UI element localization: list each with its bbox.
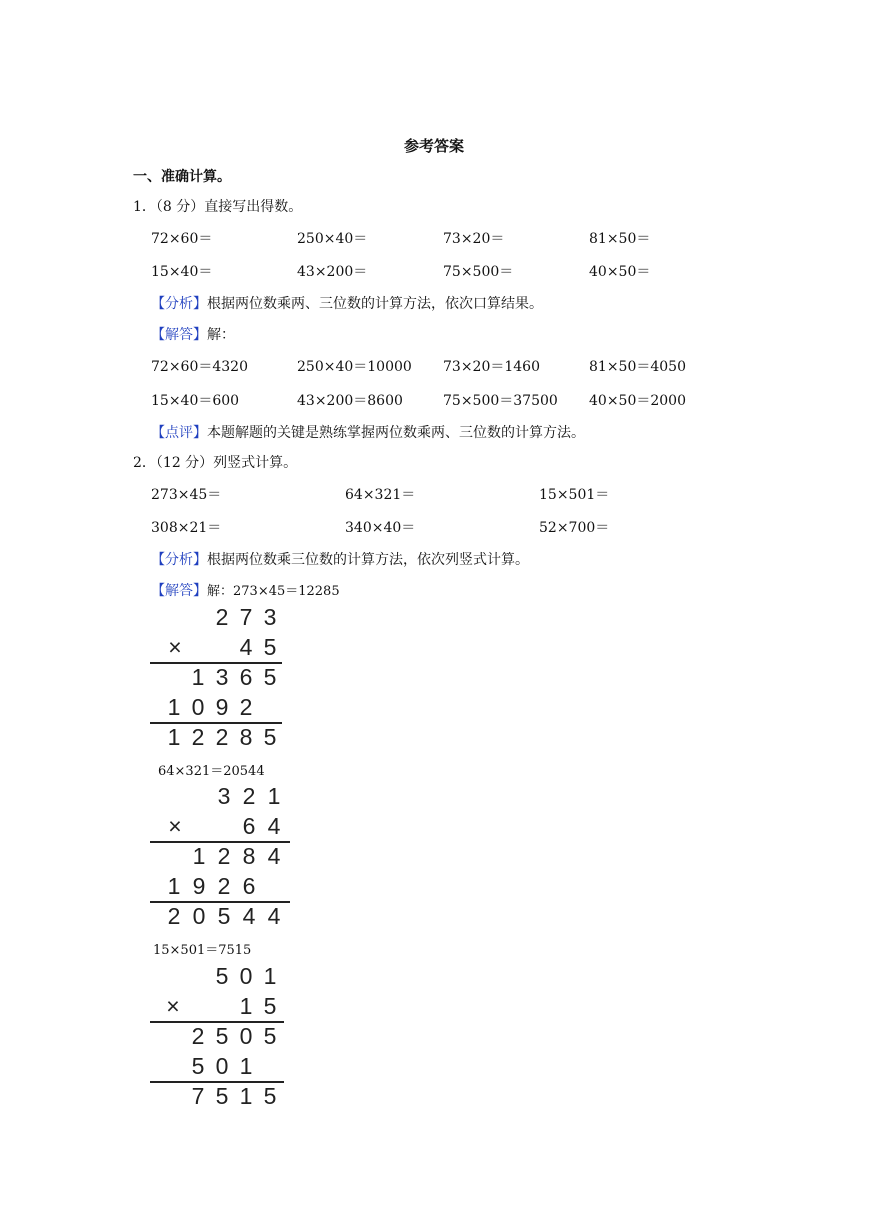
digit: 9 [215,694,229,720]
analysis-tag: 【分析】 [151,296,207,312]
digit: 5 [215,1083,229,1109]
q2-problem: 308×21＝ [151,520,222,536]
answer-text: 解：273×45＝12285 [207,584,340,599]
q1-answer-item: 15×40＝600 [151,393,240,409]
q1-answer-item: 73×20＝1460 [443,359,540,375]
equation-label: 64×321＝20544 [158,764,265,779]
analysis-text: 根据两位数乘三位数的计算方法，依次列竖式计算。 [207,552,529,568]
digit: 1 [192,843,206,869]
digit: 1 [167,694,181,720]
digit: 9 [192,873,206,899]
q1-answer-item: 250×40＝10000 [297,359,412,375]
answer-tag: 【解答】 [151,583,207,599]
q1-analysis [151,293,543,313]
q1-answer-item: 40×50＝2000 [589,393,686,409]
equation-label: 15×501＝7515 [153,943,252,958]
digit: 1 [191,664,205,690]
digit: 8 [239,724,253,750]
answer-text: 解： [207,327,235,343]
digit: 1 [267,783,281,809]
q2-analysis [151,549,529,569]
digit: 1 [167,873,181,899]
digit: 5 [263,724,277,750]
digit: 5 [263,1083,277,1109]
digit: 5 [215,963,229,989]
digit: 0 [239,963,253,989]
q1-problem: 250×40＝ [297,231,368,247]
digit: 3 [215,664,229,690]
comment-text: 本题解题的关键是熟练掌握两位数乘两、三位数的计算方法。 [207,425,585,441]
times-sign: × [166,993,180,1019]
digit: 5 [217,903,231,929]
digit: 4 [267,903,281,929]
digit: 2 [215,724,229,750]
digit: 0 [191,694,205,720]
digit: 7 [239,604,253,630]
digit: 7 [191,1083,205,1109]
digit: 0 [192,903,206,929]
digit: 2 [215,604,229,630]
vertical-multiplication [150,604,285,756]
times-sign: × [168,634,182,660]
times-sign: × [168,813,182,839]
digit: 5 [191,1053,205,1079]
q2-answer [151,580,340,600]
digit: 1 [239,1053,253,1079]
q1-answer-item: 81×50＝4050 [589,359,686,375]
digit: 0 [239,1023,253,1049]
q1-problem: 43×200＝ [297,264,368,280]
q1-problem: 40×50＝ [589,264,651,280]
digit: 2 [217,873,231,899]
q1-answer-item: 72×60＝4320 [151,359,248,375]
digit: 5 [263,993,277,1019]
question-2-heading: 2．（12 分）列竖式计算。 [133,455,298,471]
digit: 2 [191,1023,205,1049]
q2-problem: 340×40＝ [345,520,416,536]
q1-answer-item: 43×200＝8600 [297,393,403,409]
digit: 2 [242,783,256,809]
q1-problem: 72×60＝ [151,231,213,247]
comment-tag: 【点评】 [151,425,207,441]
digit: 3 [263,604,277,630]
digit: 5 [263,634,277,660]
digit: 3 [217,783,231,809]
digit: 6 [242,873,256,899]
q2-problem: 273×45＝ [151,487,222,503]
answer-tag: 【解答】 [151,327,207,343]
q2-problem: 64×321＝ [345,487,416,503]
digit: 6 [242,813,256,839]
q1-comment [151,422,585,442]
digit: 4 [267,813,281,839]
digit: 0 [215,1053,229,1079]
digit: 2 [239,694,253,720]
digit: 4 [242,903,256,929]
digit: 5 [263,664,277,690]
q1-problem: 81×50＝ [589,231,651,247]
digit: 4 [267,843,281,869]
digit: 1 [239,993,253,1019]
q1-answer-item: 75×500＝37500 [443,393,558,409]
digit: 1 [167,724,181,750]
digit: 5 [215,1023,229,1049]
digit: 2 [191,724,205,750]
digit: 1 [263,963,277,989]
q1-problem: 73×20＝ [443,231,505,247]
vertical-multiplication [150,783,292,935]
q2-problem: 15×501＝ [539,487,610,503]
analysis-text: 根据两位数乘两、三位数的计算方法，依次口算结果。 [207,296,543,312]
section-heading: 一、准确计算。 [133,169,231,185]
question-1-heading: 1．（8 分）直接写出得数。 [133,199,303,215]
digit: 4 [239,634,253,660]
digit: 2 [167,903,181,929]
vertical-multiplication [150,963,286,1115]
q1-problem: 75×500＝ [443,264,514,280]
digit: 2 [217,843,231,869]
digit: 5 [263,1023,277,1049]
analysis-tag: 【分析】 [151,552,207,568]
digit: 8 [242,843,256,869]
digit: 1 [239,1083,253,1109]
digit: 6 [239,664,253,690]
page-title: 参考答案 [404,137,465,155]
q1-answer [151,324,235,344]
q1-problem: 15×40＝ [151,264,213,280]
q2-problem: 52×700＝ [539,520,610,536]
